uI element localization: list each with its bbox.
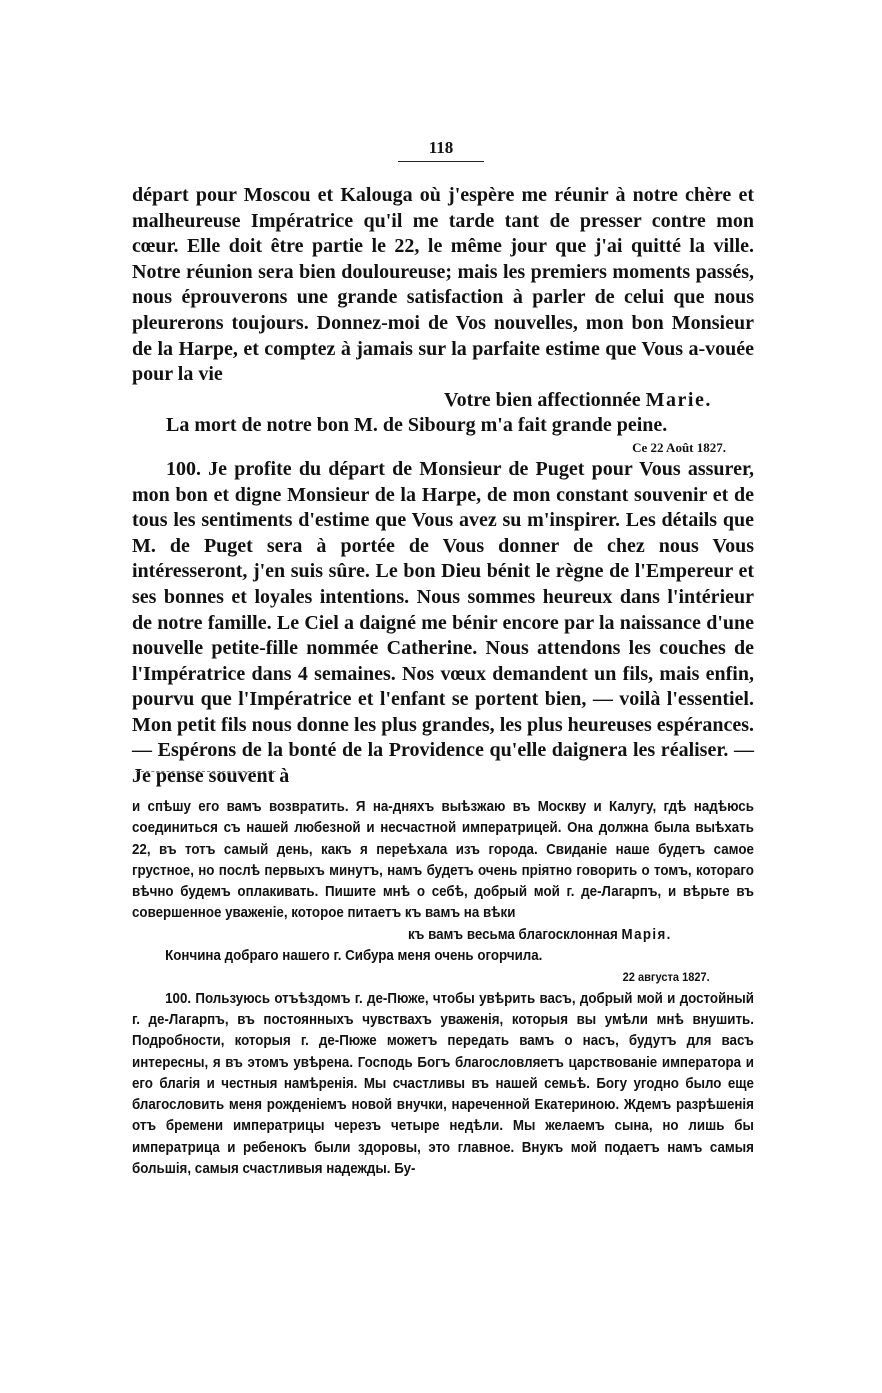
french-signature-prefix: Votre bien affectionnée (444, 388, 641, 411)
french-postscript: La mort de notre bon M. de Sibourg m'a fait grande peine. (166, 414, 668, 437)
french-text-block (132, 183, 754, 790)
russian-signature-prefix: къ вамъ весьма благосклонная (408, 926, 618, 943)
french-paragraph-1: départ pour Moscou et Kalouga où j'espère me réunir à notre chère et malheureuse Impératrice qu'il me tarde tant de presser contre mon cœur. Elle doit être partie le 22, le même jour que j'ai quitté la ville. Notre réunion sera bien douloureuse; mais les premiers moments passés, nous éprouverons une grande satisfaction à parler de celui que nous pleurerons toujours. Donnez-moi de Vos nouvelles, mon bon Monsieur de la Harpe, et comptez à jamais sur la parfaite estime que Vous a-vouée pour la vie (132, 184, 754, 386)
french-signature (132, 388, 754, 414)
russian-date: 22 августа 1827. (622, 970, 710, 985)
russian-paragraph-1: и спѣшу его вамъ возвратить. Я на-дняхъ выѣзжаю въ Москву и Калугу, гдѣ надѣюсь соединиться съ нашей любезной и несчастной императрицей. Она должна была выѣхать 22, въ тотъ самый день, какъ я переѣхала изъ города. Свиданіе наше будетъ самое грустное, но послѣ первыхъ минутъ, намъ будетъ очень пріятно говорить о томъ, котораго вѣчно будемъ оплакивать. Пишите мнѣ о себѣ, добрый мой г. де-Лагарпъ, и вѣрьте въ совершенное уваженіе, которое питаетъ къ вамъ на вѣки (132, 799, 754, 922)
russian-signature-name: Марія. (621, 926, 672, 943)
footnote-rule (136, 771, 276, 773)
russian-postscript: Кончина добраго нашего г. Сибура меня очень огорчила. (165, 948, 543, 965)
russian-paragraph-2: 100. Пользуюсь отъѣздомъ г. де-Пюже, чтобы увѣрить васъ, добрый мой и достойный г. де-Лагарпъ, въ постоянныхъ чувствахъ уваженія, которыя вы умѣли мнѣ внушить. Подробности, которыя г. де-Пюже можетъ передать вамъ о насъ, будутъ для васъ интересны, я въ этомъ увѣрена. Господь Богъ благословляетъ царствованіе императора и его благія и честныя намѣренія. Мы счастливы въ нашей семьѣ. Богу угодно было еще благословить меня рожденіемъ новой внучки, нареченной Екатериною. Ждемъ разрѣшенія отъ бремени императрицы черезъ четыре недѣли. Мы желаемъ сына, но лишь бы императрица и ребенокъ были здоровы, это главное. Внукъ мой подаетъ намъ самыя большія, самыя счастливыя надежды. Бу- (132, 990, 754, 1178)
page-number: 118 (398, 138, 484, 162)
french-signature-name: Marie. (645, 388, 712, 411)
russian-text-block (132, 797, 754, 1180)
french-paragraph-2: 100. Je profite du départ de Monsieur de Puget pour Vous assurer, mon bon et digne Monsieur de la Harpe, de mon constant souvenir et de tous les sentiments d'estime que Vous avez su m'inspirer. Les détails que M. de Puget sera à portée de Vous donner de chez nous Vous intéresseront, j'en suis sûre. Le bon Dieu bénit le règne de l'Empereur et ses bonnes et loyales intentions. Nous sommes heureux dans l'intérieur de notre famille. Le Ciel a daigné me bénir encore par la naissance d'une nouvelle petite-fille nommée Catherine. Nous attendons les couches de l'Impératrice dans 4 semaines. Nos vœux demandent un fils, mais enfin, pourvu que l'Impératrice et l'enfant se portent bien, — voilà l'essentiel. Mon petit fils nous donne les plus grandes, les plus heureuses espérances. — Espérons de la bonté de la Providence qu'elle daignera les réaliser. — Je pense souvent à (132, 457, 754, 788)
french-date: Ce 22 Août 1827. (632, 439, 726, 455)
russian-signature (132, 925, 754, 946)
